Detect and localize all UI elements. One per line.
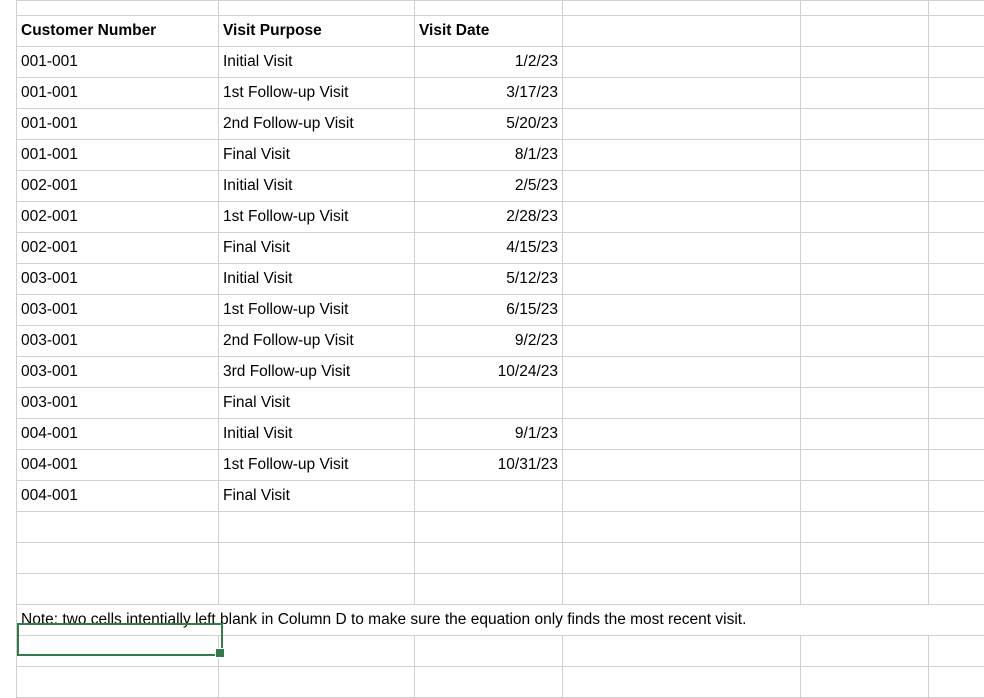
cell-visit-date[interactable]: 2/28/23 xyxy=(415,202,563,233)
cell-visit-date[interactable]: 3/17/23 xyxy=(415,78,563,109)
header-visit-date[interactable]: Visit Date xyxy=(415,16,563,47)
cell[interactable] xyxy=(563,574,801,605)
cell[interactable] xyxy=(929,47,984,78)
cell-visit-date[interactable]: 10/31/23 xyxy=(415,450,563,481)
cell-visit-date[interactable]: 6/15/23 xyxy=(415,295,563,326)
cell-customer-number[interactable]: 002-001 xyxy=(17,171,219,202)
cell[interactable] xyxy=(801,109,929,140)
cell[interactable] xyxy=(219,574,415,605)
cell[interactable] xyxy=(563,264,801,295)
cell[interactable] xyxy=(929,574,984,605)
cell-visit-date[interactable]: 5/12/23 xyxy=(415,264,563,295)
grid-wrapper[interactable] xyxy=(16,0,984,698)
cell-customer-number[interactable]: 002-001 xyxy=(17,233,219,264)
cell[interactable] xyxy=(17,543,219,574)
cell[interactable] xyxy=(801,140,929,171)
cell[interactable] xyxy=(929,233,984,264)
cell[interactable] xyxy=(219,636,415,667)
table-row[interactable] xyxy=(17,481,984,512)
cell-customer-number[interactable]: 003-001 xyxy=(17,326,219,357)
cell[interactable] xyxy=(801,450,929,481)
cell[interactable] xyxy=(415,667,563,698)
cell[interactable] xyxy=(801,357,929,388)
cell[interactable] xyxy=(415,636,563,667)
cell-visit-date[interactable] xyxy=(415,481,563,512)
cell[interactable] xyxy=(929,16,984,47)
cell[interactable] xyxy=(801,326,929,357)
cell-visit-purpose[interactable]: 2nd Follow-up Visit xyxy=(219,109,415,140)
cell-visit-date[interactable] xyxy=(415,388,563,419)
table-row[interactable] xyxy=(17,47,984,78)
cell[interactable] xyxy=(801,636,929,667)
cell-customer-number[interactable]: 002-001 xyxy=(17,202,219,233)
cell[interactable] xyxy=(801,233,929,264)
table-row[interactable] xyxy=(17,295,984,326)
cell-customer-number[interactable]: 004-001 xyxy=(17,419,219,450)
cell[interactable] xyxy=(219,543,415,574)
cell[interactable] xyxy=(929,78,984,109)
cell-visit-purpose[interactable]: 1st Follow-up Visit xyxy=(219,78,415,109)
cell[interactable] xyxy=(563,419,801,450)
cell-customer-number[interactable]: 003-001 xyxy=(17,357,219,388)
cell[interactable] xyxy=(563,47,801,78)
table-row[interactable] xyxy=(17,574,984,605)
table-row[interactable] xyxy=(17,450,984,481)
table-row[interactable] xyxy=(17,512,984,543)
cell[interactable] xyxy=(563,388,801,419)
cell[interactable] xyxy=(929,481,984,512)
cell[interactable] xyxy=(801,1,929,16)
cell[interactable] xyxy=(563,357,801,388)
table-row[interactable] xyxy=(17,202,984,233)
table-row[interactable] xyxy=(17,388,984,419)
cell[interactable] xyxy=(929,171,984,202)
cell[interactable] xyxy=(801,202,929,233)
note-text[interactable]: Note: two cells intentially left blank in Column D to make sure the equation only finds the most recent visit. xyxy=(17,605,984,636)
cell-visit-date[interactable]: 10/24/23 xyxy=(415,357,563,388)
cell[interactable] xyxy=(563,78,801,109)
table-row[interactable] xyxy=(17,264,984,295)
cell[interactable] xyxy=(17,574,219,605)
cell[interactable] xyxy=(929,109,984,140)
cell[interactable] xyxy=(563,202,801,233)
cell[interactable] xyxy=(929,1,984,16)
cell[interactable] xyxy=(929,667,984,698)
cell-visit-date[interactable]: 4/15/23 xyxy=(415,233,563,264)
cell[interactable] xyxy=(17,1,219,16)
cell[interactable] xyxy=(929,140,984,171)
table-row[interactable] xyxy=(17,667,984,698)
cell[interactable] xyxy=(801,171,929,202)
cell[interactable] xyxy=(801,388,929,419)
table-row[interactable] xyxy=(17,636,984,667)
cell[interactable] xyxy=(563,481,801,512)
cell-visit-purpose[interactable]: Final Visit xyxy=(219,388,415,419)
cell[interactable] xyxy=(801,16,929,47)
cell[interactable] xyxy=(929,357,984,388)
table-row[interactable] xyxy=(17,233,984,264)
cell[interactable] xyxy=(219,667,415,698)
cell[interactable] xyxy=(415,1,563,16)
cell[interactable] xyxy=(801,419,929,450)
cell-visit-purpose[interactable]: Final Visit xyxy=(219,140,415,171)
cell-visit-date[interactable]: 2/5/23 xyxy=(415,171,563,202)
cell[interactable] xyxy=(929,264,984,295)
cell[interactable] xyxy=(563,512,801,543)
cell-customer-number[interactable]: 003-001 xyxy=(17,295,219,326)
table-row[interactable] xyxy=(17,171,984,202)
table-row[interactable] xyxy=(17,1,984,16)
cell[interactable] xyxy=(929,388,984,419)
cell-visit-purpose[interactable]: 1st Follow-up Visit xyxy=(219,450,415,481)
cell[interactable] xyxy=(563,295,801,326)
cell-visit-date[interactable]: 9/2/23 xyxy=(415,326,563,357)
cell-visit-purpose[interactable]: Initial Visit xyxy=(219,419,415,450)
cell-visit-purpose[interactable]: 1st Follow-up Visit xyxy=(219,202,415,233)
cell[interactable] xyxy=(929,636,984,667)
cell[interactable] xyxy=(563,1,801,16)
cell[interactable] xyxy=(563,16,801,47)
cell[interactable] xyxy=(801,47,929,78)
cell[interactable] xyxy=(929,419,984,450)
cell-visit-date[interactable]: 9/1/23 xyxy=(415,419,563,450)
cell-visit-date[interactable]: 5/20/23 xyxy=(415,109,563,140)
cell[interactable] xyxy=(563,326,801,357)
cell-customer-number[interactable]: 001-001 xyxy=(17,140,219,171)
table-row[interactable] xyxy=(17,357,984,388)
cell[interactable] xyxy=(219,1,415,16)
cell[interactable] xyxy=(801,543,929,574)
cell-visit-date[interactable]: 1/2/23 xyxy=(415,47,563,78)
cell[interactable] xyxy=(563,171,801,202)
cell[interactable] xyxy=(929,326,984,357)
table-header-row[interactable] xyxy=(17,16,984,47)
cell[interactable] xyxy=(415,574,563,605)
cell[interactable] xyxy=(801,512,929,543)
cell[interactable] xyxy=(563,636,801,667)
table-row[interactable] xyxy=(17,78,984,109)
cell-visit-purpose[interactable]: 3rd Follow-up Visit xyxy=(219,357,415,388)
cell[interactable] xyxy=(929,450,984,481)
cell-visit-purpose[interactable]: 2nd Follow-up Visit xyxy=(219,326,415,357)
cell[interactable] xyxy=(801,264,929,295)
cell[interactable] xyxy=(929,543,984,574)
cell-visit-purpose[interactable]: Final Visit xyxy=(219,233,415,264)
cell-customer-number[interactable]: 001-001 xyxy=(17,47,219,78)
cell[interactable] xyxy=(801,78,929,109)
cell[interactable] xyxy=(563,109,801,140)
cell-visit-date[interactable]: 8/1/23 xyxy=(415,140,563,171)
cell[interactable] xyxy=(801,295,929,326)
cell-visit-purpose[interactable]: Initial Visit xyxy=(219,47,415,78)
cell-visit-purpose[interactable]: Final Visit xyxy=(219,481,415,512)
row-gutter xyxy=(0,0,17,664)
cell-customer-number[interactable]: 003-001 xyxy=(17,264,219,295)
selected-cell[interactable] xyxy=(17,636,219,667)
cell[interactable] xyxy=(801,667,929,698)
table-row[interactable] xyxy=(17,140,984,171)
cell[interactable] xyxy=(563,140,801,171)
cell-customer-number[interactable]: 004-001 xyxy=(17,481,219,512)
cell[interactable] xyxy=(563,233,801,264)
cell[interactable] xyxy=(17,512,219,543)
cell-customer-number[interactable]: 003-001 xyxy=(17,388,219,419)
cell[interactable] xyxy=(415,512,563,543)
table-row[interactable] xyxy=(17,419,984,450)
cell[interactable] xyxy=(415,543,563,574)
cell[interactable] xyxy=(929,512,984,543)
cell-customer-number[interactable]: 004-001 xyxy=(17,450,219,481)
cell[interactable] xyxy=(563,667,801,698)
cell[interactable] xyxy=(801,481,929,512)
cell[interactable] xyxy=(929,202,984,233)
note-row[interactable] xyxy=(17,605,984,636)
cell-visit-purpose[interactable]: Initial Visit xyxy=(219,264,415,295)
header-visit-purpose[interactable]: Visit Purpose xyxy=(219,16,415,47)
cell[interactable] xyxy=(563,543,801,574)
table-row[interactable] xyxy=(17,543,984,574)
spreadsheet-grid[interactable] xyxy=(16,0,984,698)
cell[interactable] xyxy=(219,512,415,543)
cell-customer-number[interactable]: 001-001 xyxy=(17,78,219,109)
cell[interactable] xyxy=(17,667,219,698)
table-row[interactable] xyxy=(17,109,984,140)
cell[interactable] xyxy=(801,574,929,605)
cell[interactable] xyxy=(563,450,801,481)
cell-visit-purpose[interactable]: Initial Visit xyxy=(219,171,415,202)
cell[interactable] xyxy=(929,295,984,326)
table-row[interactable] xyxy=(17,326,984,357)
cell-visit-purpose[interactable]: 1st Follow-up Visit xyxy=(219,295,415,326)
header-customer-number[interactable]: Customer Number xyxy=(17,16,219,47)
cell-customer-number[interactable]: 001-001 xyxy=(17,109,219,140)
